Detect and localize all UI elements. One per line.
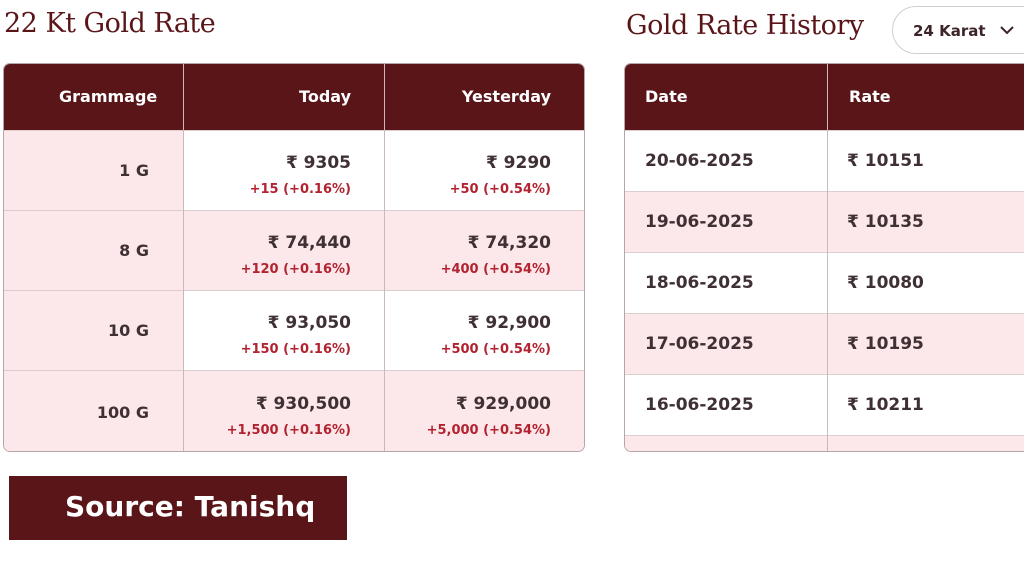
table-row: [4, 210, 584, 291]
history-header: [625, 64, 1024, 130]
yesterday-price: ₹ 929,000: [455, 394, 551, 414]
gold-rate-history-table: [624, 63, 1024, 452]
header-today: Today: [299, 87, 351, 106]
grammage-cell: 10 G: [108, 321, 149, 340]
yesterday-change: +5,000 (+0.54%): [426, 423, 551, 438]
history-rate: ₹ 10135: [847, 212, 924, 232]
history-row: [625, 130, 1024, 192]
history-row: [625, 252, 1024, 314]
today-change: +150 (+0.16%): [240, 342, 351, 357]
history-date: 17-06-2025: [645, 334, 754, 354]
history-row: [625, 313, 1024, 375]
source-banner: [9, 476, 347, 540]
grammage-cell: 100 G: [96, 403, 149, 422]
today-price: ₹ 74,440: [267, 233, 351, 253]
today-price: ₹ 93,050: [267, 313, 351, 333]
table-row: [4, 370, 584, 452]
history-date: 16-06-2025: [645, 395, 754, 415]
table-row: [4, 130, 584, 211]
history-row: [625, 374, 1024, 436]
grammage-cell: 1 G: [119, 161, 149, 180]
today-price: ₹ 9305: [285, 153, 351, 173]
header-rate: Rate: [849, 87, 891, 106]
today-change: +15 (+0.16%): [249, 182, 351, 197]
header-grammage: Grammage: [59, 87, 158, 106]
history-rate: ₹ 10211: [847, 395, 924, 415]
yesterday-price: ₹ 9290: [485, 153, 551, 173]
yesterday-price: ₹ 92,900: [467, 313, 551, 333]
karat-select[interactable]: [892, 6, 1024, 54]
gold-rate-table: [3, 63, 585, 452]
yesterday-change: +400 (+0.54%): [440, 262, 551, 277]
gold-rate-history-title: Gold Rate History: [626, 10, 864, 41]
table-row: [4, 290, 584, 371]
today-change: +120 (+0.16%): [240, 262, 351, 277]
header-yesterday: Yesterday: [461, 87, 551, 106]
history-rate: ₹ 10151: [847, 151, 924, 171]
chevron-down-icon: [999, 24, 1015, 36]
header-date: Date: [645, 87, 688, 106]
history-date: 18-06-2025: [645, 273, 754, 293]
yesterday-price: ₹ 74,320: [467, 233, 551, 253]
history-date: 20-06-2025: [645, 151, 754, 171]
table-header: [4, 64, 584, 130]
yesterday-change: +50 (+0.54%): [449, 182, 551, 197]
history-date: 19-06-2025: [645, 212, 754, 232]
source-label: Source: Tanishq: [65, 490, 316, 523]
gold-rate-title: 22 Kt Gold Rate: [4, 8, 216, 39]
yesterday-change: +500 (+0.54%): [440, 342, 551, 357]
history-rate: ₹ 10195: [847, 334, 924, 354]
today-price: ₹ 930,500: [255, 394, 351, 414]
grammage-cell: 8 G: [119, 241, 149, 260]
history-row-partial: [625, 435, 1024, 452]
history-row: [625, 191, 1024, 253]
today-change: +1,500 (+0.16%): [226, 423, 351, 438]
history-rate: ₹ 10080: [847, 273, 924, 293]
karat-select-value: 24 Karat: [913, 22, 986, 40]
